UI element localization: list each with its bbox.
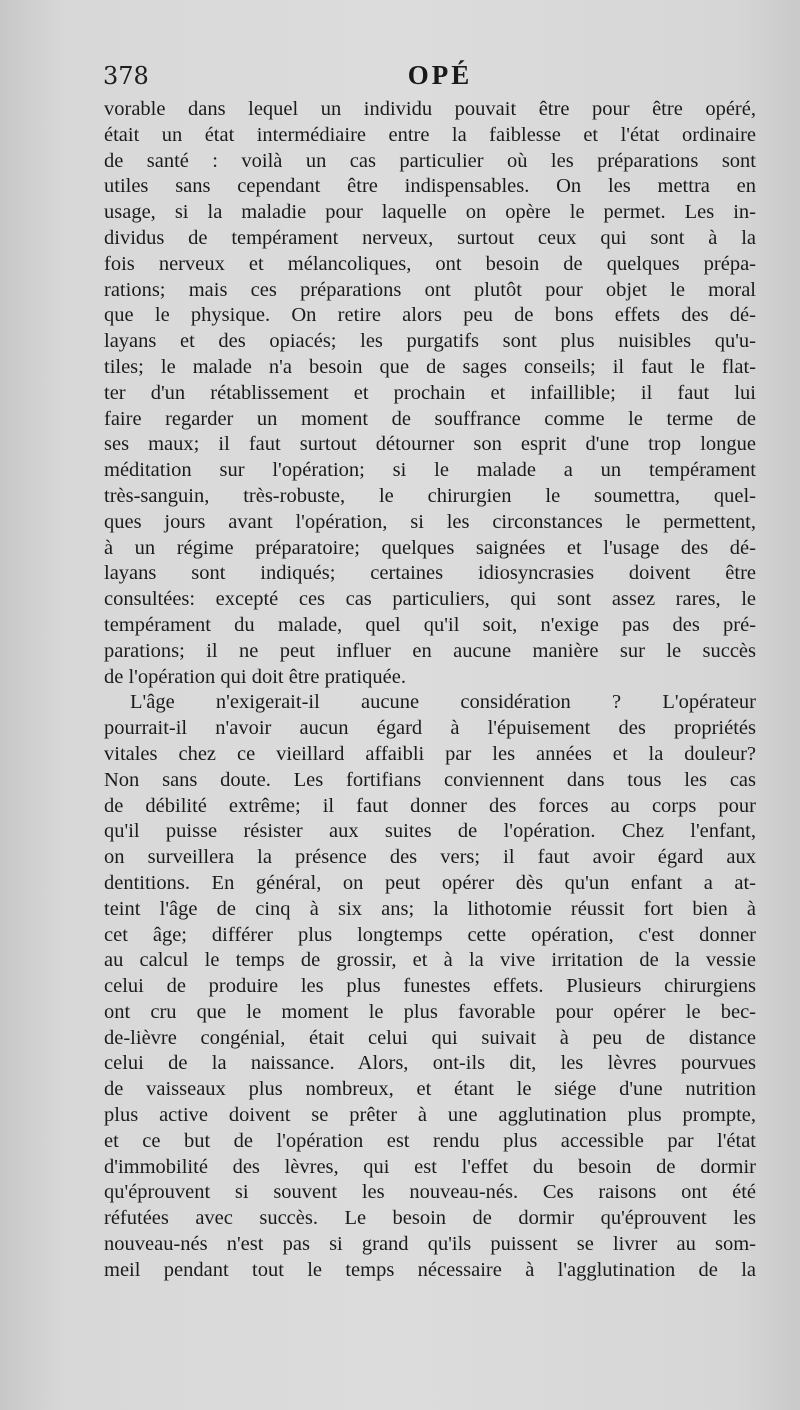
text-line-paragraph-end: de l'opération qui doit être pratiquée.: [104, 665, 406, 688]
text-line: Non sans doute. Les fortifians conviennent dans tous les cas: [104, 768, 756, 791]
text-line: ques jours avant l'opération, si les circonstances le permettent,: [104, 510, 756, 533]
text-line: très-sanguin, très-robuste, le chirurgien le soumettra, quel-: [104, 484, 756, 507]
text-line-paragraph-start: L'âge n'exigerait-il aucune considération ? L'opérateur: [130, 691, 756, 714]
text-line: d'immobilité des lèvres, qui est l'effet du besoin de dormir: [104, 1155, 756, 1178]
text-line: layans sont indiqués; certaines idiosyncrasies doivent être: [104, 562, 756, 585]
text-line: nouveau-nés n'est pas si grand qu'ils puissent se livrer au som-: [104, 1233, 756, 1256]
text-line: qu'éprouvent si souvent les nouveau-nés. Ces raisons ont été: [104, 1181, 756, 1204]
text-line: que le physique. On retire alors peu de bons effets des dé-: [104, 304, 756, 327]
text-line: cet âge; différer plus longtemps cette opération, c'est donner: [104, 923, 756, 946]
text-line: et ce but de l'opération est rendu plus accessible par l'état: [104, 1129, 756, 1152]
text-line: pourrait-il n'avoir aucun égard à l'épuisement des propriétés: [104, 717, 756, 740]
text-line: de débilité extrême; il faut donner des forces au corps pour: [104, 794, 756, 817]
text-line: on surveillera la présence des vers; il faut avoir égard aux: [104, 846, 756, 869]
text-line: layans et des opiacés; les purgatifs sont plus nuisibles qu'u-: [104, 330, 756, 353]
page-number: 378: [103, 62, 149, 90]
text-line: méditation sur l'opération; si le malade a un tempérament: [104, 459, 756, 482]
body-text: [104, 97, 756, 1284]
text-line: ter d'un rétablissement et prochain et infaillible; il faut lui: [104, 381, 756, 404]
text-line: de santé : voilà un cas particulier où les préparations sont: [104, 149, 756, 172]
text-line: au calcul le temps de grossir, et à la vive irritation de la vessie: [104, 949, 756, 972]
text-line: tempérament du malade, quel qu'il soit, n'exige pas des pré-: [104, 613, 756, 636]
text-line: consultées: excepté ces cas particuliers, qui sont assez rares, le: [104, 588, 756, 611]
text-line: de vaisseaux plus nombreux, et étant le siége d'une nutrition: [104, 1078, 756, 1101]
text-line: celui de produire les plus funestes effets. Plusieurs chirurgiens: [104, 975, 756, 998]
text-line: vorable dans lequel un individu pouvait être pour être opéré,: [104, 98, 756, 120]
text-line: fois nerveux et mélancoliques, ont besoin de quelques prépa-: [104, 252, 756, 275]
text-line: usage, si la maladie pour laquelle on opère le permet. Les in-: [104, 201, 756, 224]
text-line: meil pendant tout le temps nécessaire à l'agglutination de la: [104, 1258, 756, 1281]
text-line: celui de la naissance. Alors, ont-ils dit, les lèvres pourvues: [104, 1052, 756, 1075]
text-line: tiles; le malade n'a besoin que de sages conseils; il faut le flat-: [104, 355, 756, 378]
text-line: dentitions. En général, on peut opérer dès qu'un enfant a at-: [104, 871, 756, 894]
text-line: plus active doivent se prêter à une agglutination plus prompte,: [104, 1104, 756, 1127]
text-line: à un régime préparatoire; quelques saignées et l'usage des dé-: [104, 536, 756, 559]
text-line: qu'il puisse résister aux suites de l'opération. Chez l'enfant,: [104, 820, 756, 843]
text-line: utiles sans cependant être indispensables. On les mettra en: [104, 175, 756, 198]
text-line: faire regarder un moment de souffrance comme le terme de: [104, 407, 756, 430]
running-title: OPÉ: [407, 60, 473, 90]
text-line: ses maux; il faut surtout détourner son esprit d'une trop longue: [104, 433, 756, 456]
text-line: de-lièvre congénial, était celui qui suivait à peu de distance: [104, 1026, 756, 1049]
text-line: vitales chez ce vieillard affaibli par les années et la douleur?: [104, 742, 756, 765]
text-line: dividus de tempérament nerveux, surtout ceux qui sont à la: [104, 226, 756, 249]
text-line: était un état intermédiaire entre la faiblesse et l'état ordinaire: [104, 123, 756, 146]
text-line: ont cru que le moment le plus favorable pour opérer le bec-: [104, 1000, 756, 1023]
text-line: rations; mais ces préparations ont plutôt pour objet le moral: [104, 278, 756, 301]
text-line: réfutées avec succès. Le besoin de dormir qu'éprouvent les: [104, 1207, 756, 1230]
text-line: parations; il ne peut influer en aucune manière sur le succès: [104, 639, 756, 662]
text-line: teint l'âge de cinq à six ans; la lithotomie réussit fort bien à: [104, 897, 756, 920]
